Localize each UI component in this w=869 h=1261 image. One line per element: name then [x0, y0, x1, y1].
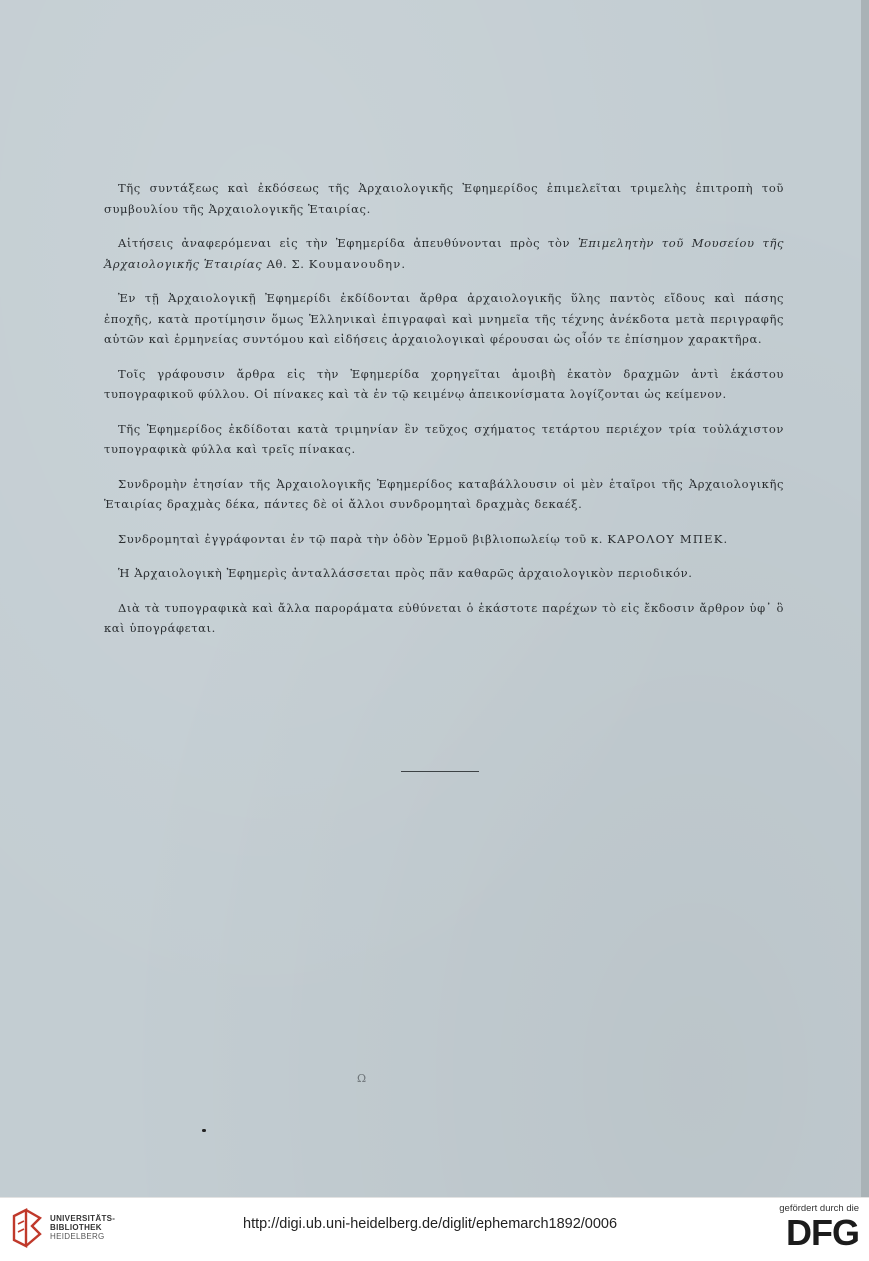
paragraph [104, 233, 784, 274]
paragraph [104, 563, 784, 584]
dfg-logo: DFG [786, 1212, 859, 1253]
library-name-line3: HEIDELBERG [50, 1232, 105, 1241]
ink-speck [202, 1129, 206, 1132]
text-segment: Ἐπιμελητὴν τοῦ Μουσείου τῆς Ἀρχαιολογικῆς Ἑταιρίας [104, 236, 785, 271]
dfg-funding-badge[interactable] [769, 1203, 859, 1251]
paragraph [104, 598, 784, 639]
paragraph [104, 178, 784, 219]
section-divider [401, 771, 479, 772]
paragraph [104, 419, 784, 460]
university-library-logo-icon[interactable] [10, 1206, 44, 1250]
text-segment: ΚΑΡΟΛΟΥ ΜΠΕΚ. [607, 531, 729, 546]
paragraph [104, 529, 784, 550]
paragraph [104, 474, 784, 515]
library-name-line2: BIBLIOTHEK [50, 1223, 102, 1232]
text-segment: Συνδρομὴν ἐτησίαν τῆς Ἀρχαιολογικῆς Ἐφημερίδος καταβάλλουσιν οἱ μὲν ἑταῖροι τῆς Ἀρχαιολογικῆς Ἑταιρίας δραχμὰς δέκα, πάντες δὲ οἱ ἄλλοι συνδρομηταὶ δραχμὰς δεκαέξ. [104, 476, 784, 511]
funding-caption: gefördert durch die [779, 1203, 859, 1214]
text-segment: Αἰτήσεις ἀναφερόμεναι εἰς τὴν Ἐφημερίδα ἀπευθύνονται πρὸς τὸν [118, 236, 578, 250]
text-segment: Τῆς Ἐφημερίδος ἐκδίδοται κατὰ τριμηνίαν ἓν τεῦχος σχήματος τετάρτου περιέχον τρία τοὐλάχιστον τυπογραφικὰ φύλλα καὶ τρεῖς πίνακας. [104, 421, 784, 456]
text-segment: Αθ. Σ. [262, 256, 309, 271]
viewer-footer [0, 1197, 869, 1261]
university-library-name[interactable] [50, 1214, 115, 1241]
text-segment: Συνδρομηταὶ ἐγγράφονται ἐν τῷ παρὰ τὴν ὁδὸν Ἑρμοῦ βιβλιοπωλείῳ τοῦ κ. [118, 531, 608, 546]
library-name-line1: UNIVERSITÄTS- [50, 1214, 116, 1223]
text-segment: Ἐν τῇ Ἀρχαιολογικῇ Ἐφημερίδι ἐκδίδονται ἄρθρα ἀρχαιολογικῆς ὕλης παντὸς εἴδους καὶ πάσης ἐποχῆς, κατὰ προτίμησιν ὅμως Ἑλληνικαὶ ἐπιγραφαὶ καὶ μνημεῖα τῆς τέχνης ἀνέκδοτα μετὰ περιγραφῆς αὐτῶν καὶ ἑρμηνείας συντόμου καὶ εἰδήσεις ἀρχαιολογικαὶ φέρουσαι ὡς οἷόν τε ἐπίσημον χαρακτῆρα. [104, 291, 784, 346]
permalink-url[interactable]: http://digi.ub.uni-heidelberg.de/diglit/ephemarch1892/0006 [243, 1216, 618, 1232]
paragraph [104, 364, 784, 405]
notice-text-block [104, 178, 784, 653]
page-edge [861, 0, 869, 1197]
text-segment: Κουμανουδην. [308, 256, 407, 271]
page-mark: Ω [357, 1072, 367, 1085]
paragraph [104, 288, 784, 350]
text-segment: Τοῖς γράφουσιν ἄρθρα εἰς τὴν Ἐφημερίδα χορηγεῖται ἀμοιβὴ ἑκατὸν δραχμῶν ἀντὶ ἑκάστου τυπογραφικοῦ φύλλου. Οἱ πίνακες καὶ τὰ ἐν τῷ κειμένῳ ἀπεικονίσματα λογίζονται ὡς κείμενον. [104, 366, 784, 401]
text-segment: Τῆς συντάξεως καὶ ἐκδόσεως τῆς Ἀρχαιολογικῆς Ἐφημερίδος ἐπιμελεῖται τριμελὴς ἐπιτροπὴ τοῦ συμβουλίου τῆς Ἀρχαιολογικῆς Ἑταιρίας. [104, 181, 784, 216]
text-segment: Διὰ τὰ τυπογραφικὰ καὶ ἄλλα παροράματα εὐθύνεται ὁ ἑκάστοτε παρέχων τὸ εἰς ἔκδοσιν ἄρθρον ὑφ᾽ ὃ καὶ ὑπογράφεται. [104, 600, 784, 635]
text-segment: Ἡ Ἀρχαιολογικὴ Ἐφημερὶς ἀνταλλάσσεται πρὸς πᾶν καθαρῶς ἀρχαιολογικὸν περιοδικόν. [118, 566, 693, 580]
